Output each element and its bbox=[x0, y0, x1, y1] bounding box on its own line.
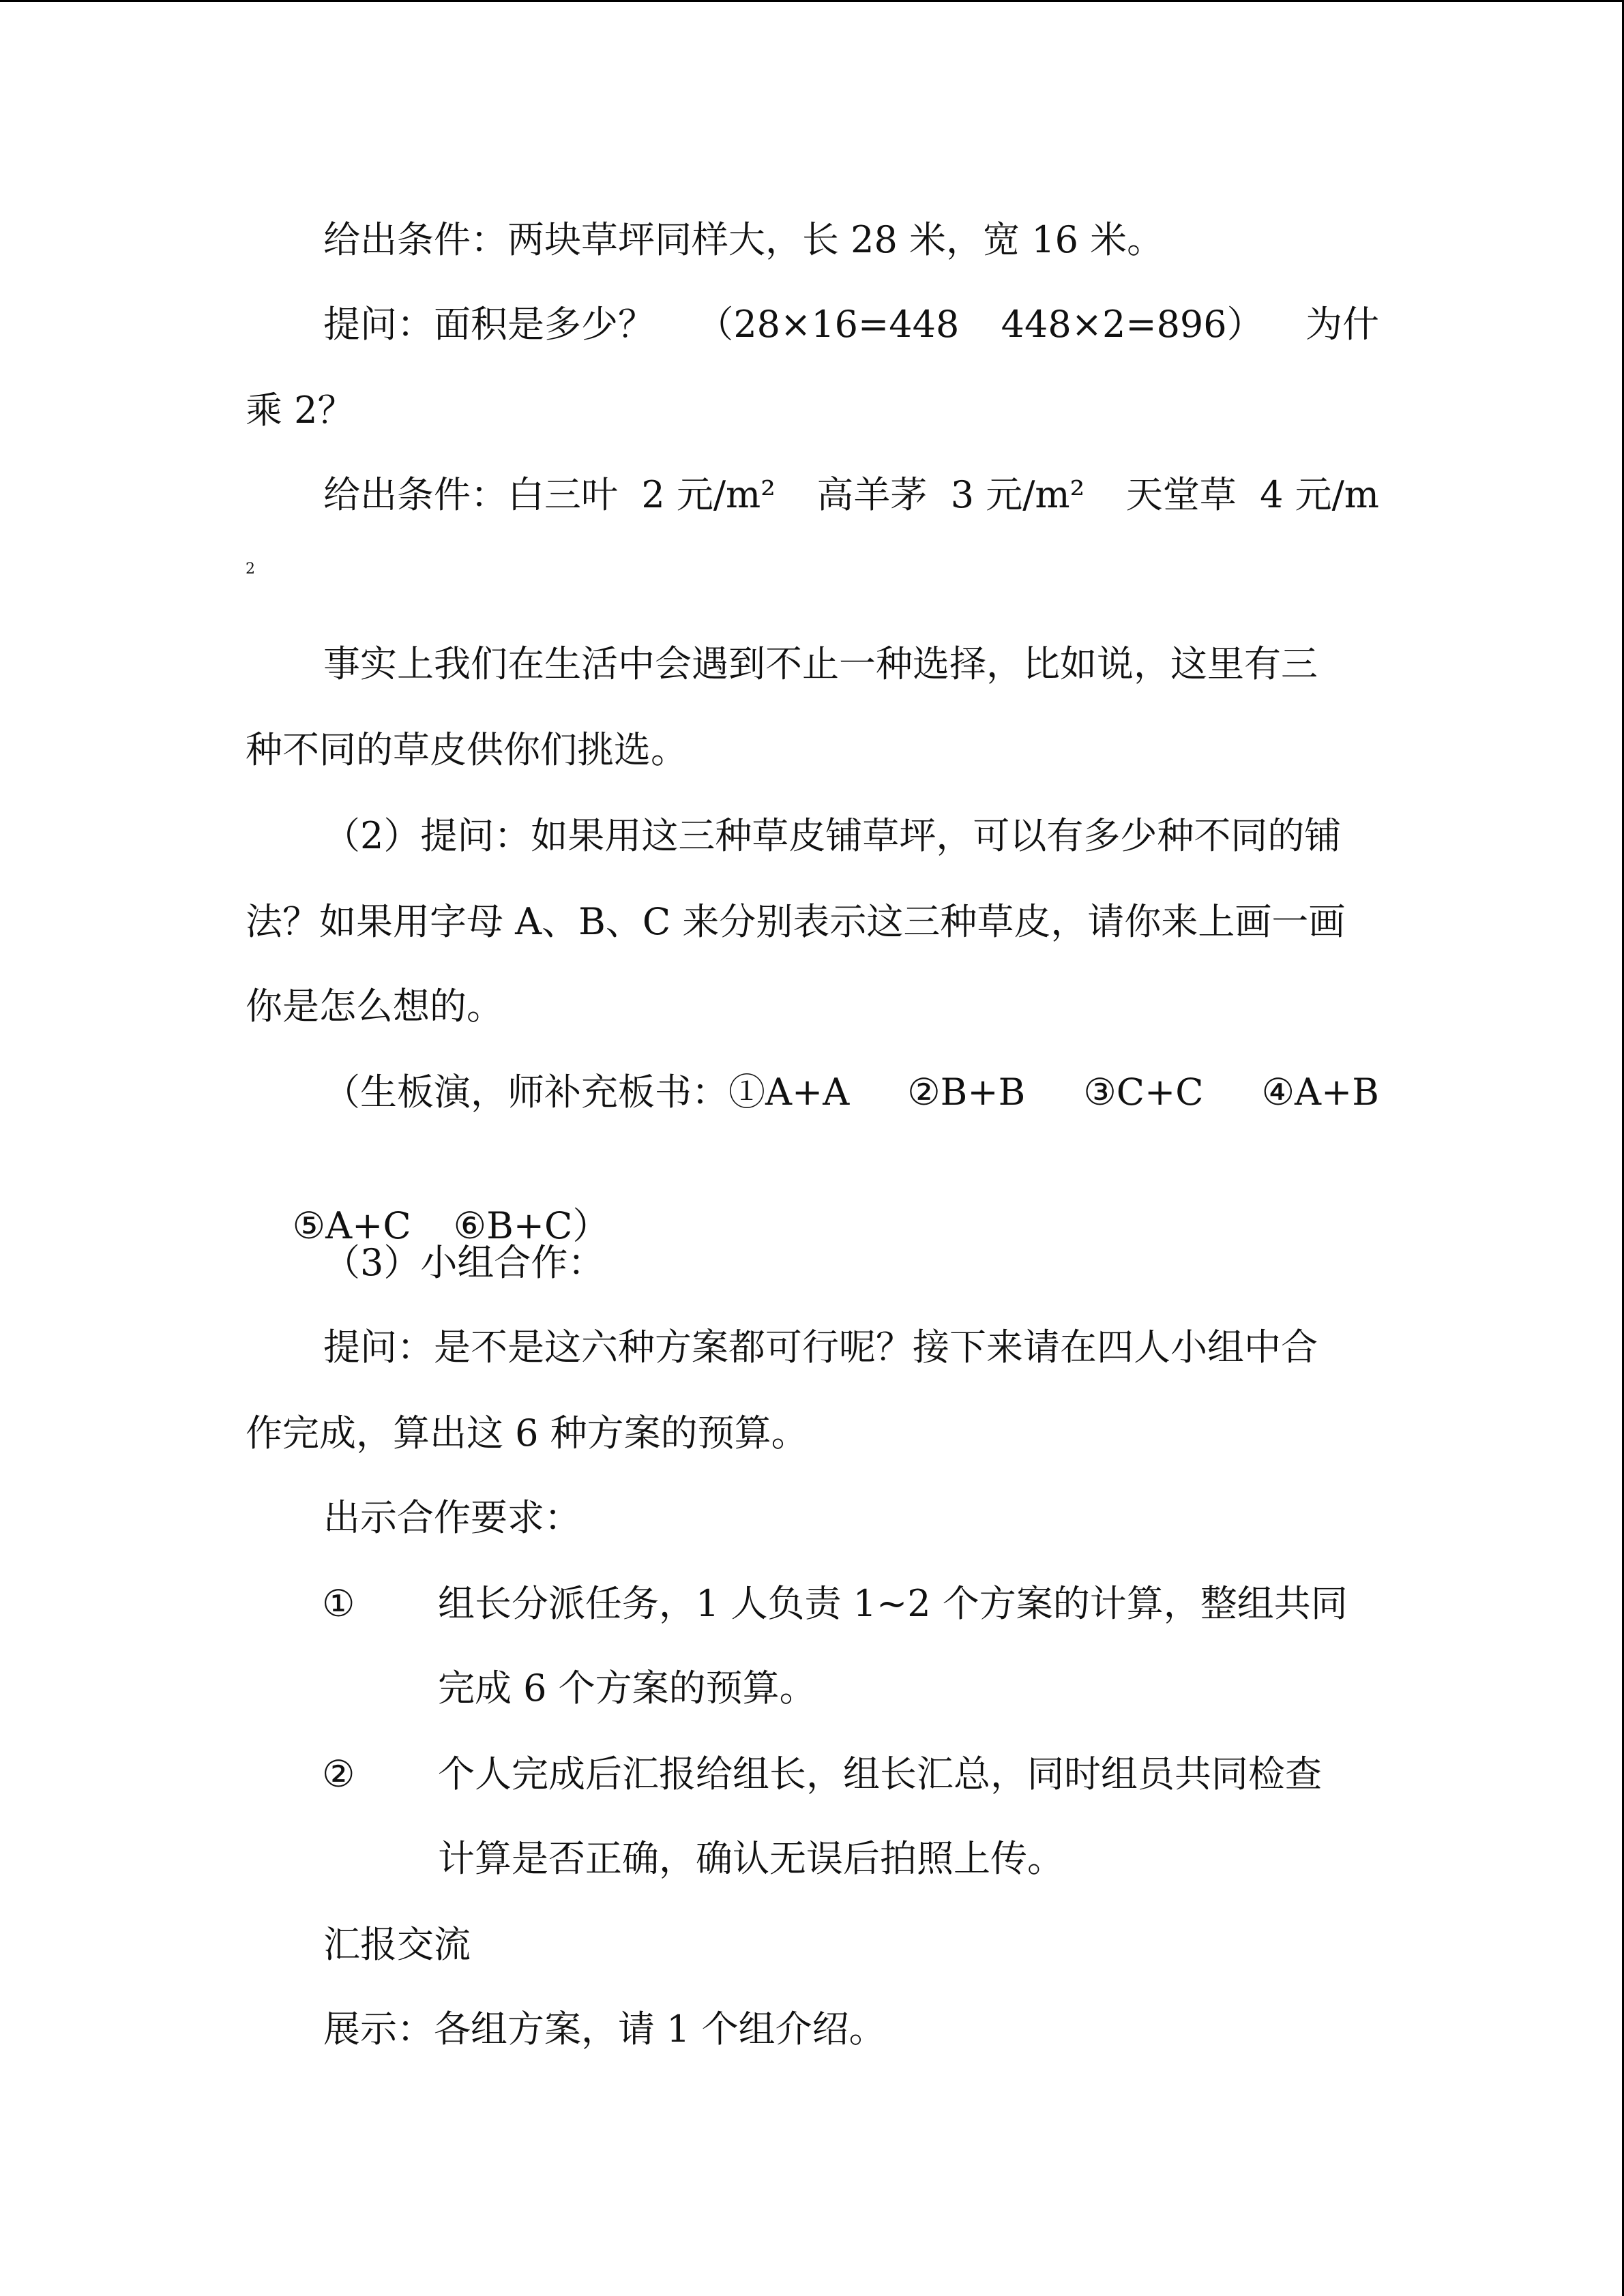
page-border-top bbox=[0, 0, 1624, 2]
price-tall-fescue: 高羊茅 3 元/m² bbox=[816, 473, 1085, 516]
board-work-option-2: ②B+B bbox=[907, 1071, 1026, 1114]
section-heading-group-work: （3）小组合作： bbox=[323, 1241, 605, 1284]
list-item-1-text: 组长分派任务，1 人负责 1~2 个方案的计算，整组共同 bbox=[438, 1582, 1348, 1625]
board-work-option-4: ④A+B bbox=[1261, 1071, 1379, 1114]
list-marker-2: ② bbox=[322, 1753, 355, 1795]
paragraph-choices: 事实上我们在生活中会遇到不止一种选择，比如说，这里有三 bbox=[323, 642, 1318, 685]
paragraph-presentation: 展示：各组方案，请 1 个组介绍。 bbox=[323, 2008, 886, 2051]
list-item-2-text: 个人完成后汇报给组长，组长汇总，同时组员共同检查 bbox=[438, 1753, 1322, 1795]
price-white-clover: 给出条件：白三叶 2 元/m² bbox=[323, 473, 776, 516]
paragraph-question-combinations-cont: 法？如果用字母 A、B、C 来分别表示这三种草皮，请你来上画一画 bbox=[246, 900, 1346, 943]
paragraph-feasibility-question: 提问：是不是这六种方案都可行呢？接下来请在四人小组中合 bbox=[323, 1326, 1318, 1369]
price-paradise-grass: 天堂草 4 元/m bbox=[1125, 473, 1379, 516]
paragraph-requirements-heading: 出示合作要求： bbox=[323, 1496, 581, 1539]
board-work-option-3: ③C+C bbox=[1083, 1071, 1204, 1114]
calc-area-total: 448×2=896） bbox=[1001, 303, 1264, 346]
board-work-option-1: （生板演，师补充板书：①A+A bbox=[323, 1071, 850, 1114]
paragraph-board-work bbox=[323, 1068, 1379, 1117]
list-item-2-text-cont: 计算是否正确，确认无误后拍照上传。 bbox=[438, 1837, 1064, 1880]
paragraph-question-combinations-end: 你是怎么想的。 bbox=[246, 985, 503, 1028]
paragraph-conditions-size: 给出条件：两块草坪同样大，长 28 米，宽 16 米。 bbox=[323, 218, 1164, 261]
paragraph-question-area bbox=[323, 300, 1379, 349]
board-work-option-5: ⑤A+C bbox=[292, 1204, 411, 1247]
list-item-1-text-cont: 完成 6 个方案的预算。 bbox=[438, 1667, 816, 1710]
price-unit-superscript: 2 bbox=[246, 561, 255, 578]
paragraph-feasibility-question-cont: 作完成，算出这 6 种方案的预算。 bbox=[246, 1412, 808, 1455]
paragraph-question-combinations: （2）提问：如果用这三种草皮铺草坪，可以有多少种不同的铺 bbox=[323, 814, 1342, 857]
question-area-text: 提问：面积是多少？ bbox=[323, 303, 655, 346]
paragraph-choices-cont: 种不同的草皮供你们挑选。 bbox=[246, 728, 688, 771]
paragraph-conditions-price bbox=[323, 471, 1379, 520]
section-heading-report: 汇报交流 bbox=[323, 1923, 471, 1966]
paragraph-question-area-cont: 乘 2？ bbox=[246, 389, 355, 432]
board-work-option-6: ⑥B+C） bbox=[453, 1204, 610, 1247]
question-why-text: 为什 bbox=[1305, 303, 1379, 346]
calc-area-one: （28×16=448 bbox=[696, 303, 960, 346]
list-marker-1: ① bbox=[322, 1582, 355, 1625]
